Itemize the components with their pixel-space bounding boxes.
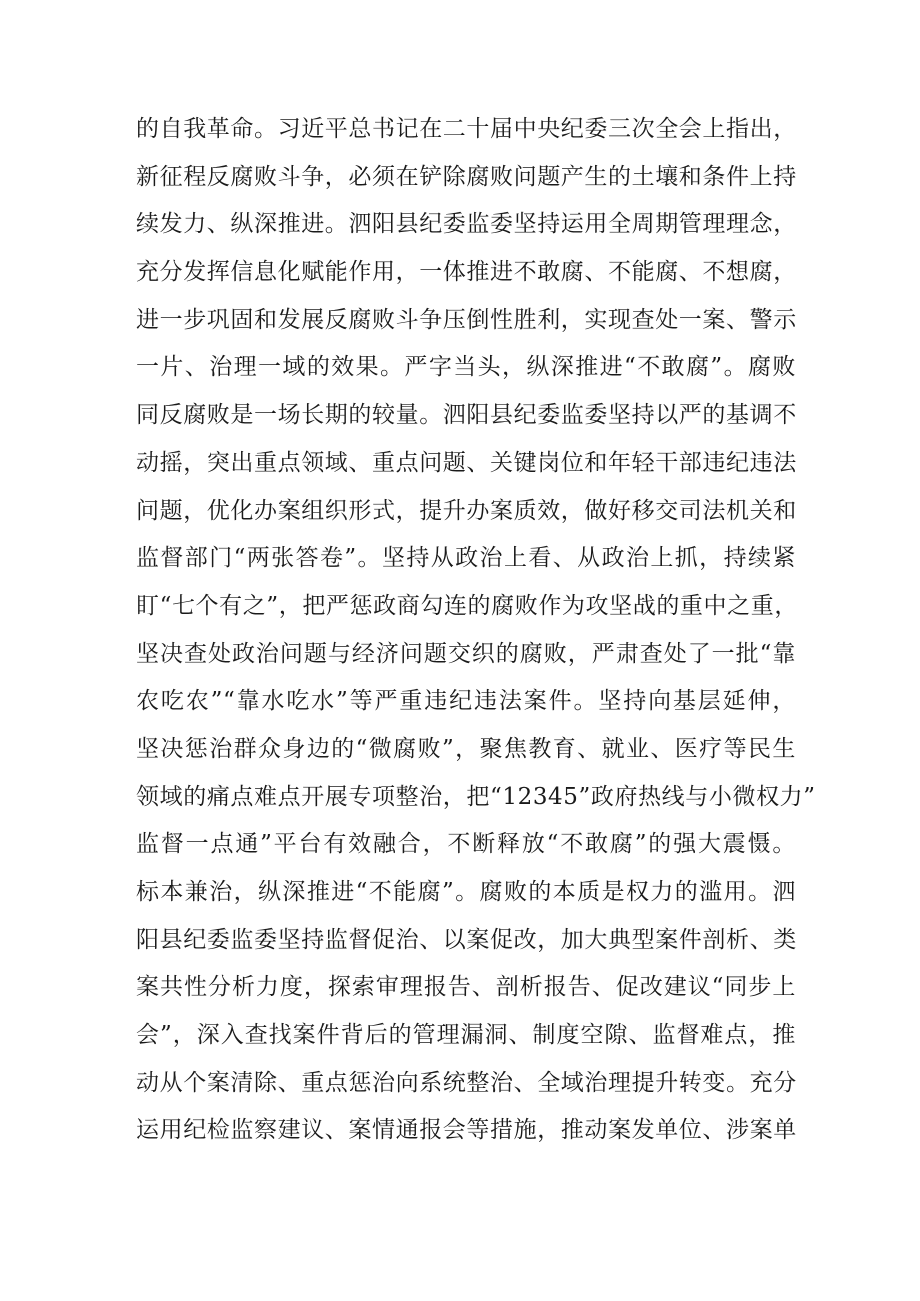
text-line: 案共性分析力度，探索审理报告、剖析报告、促改建议“同步上 <box>136 974 796 1001</box>
text-line: 盯“七个有之”，把严惩政商勾连的腐败作为攻坚战的重中之重， <box>136 592 798 619</box>
body-paragraph <box>136 106 816 1155</box>
text-line: 领域的痛点难点开展专项整治，把“12345”政府热线与小微权力” <box>136 783 816 810</box>
text-line: 监督部门“两张答卷”。坚持从政治上看、从政治上抓，持续紧 <box>136 545 796 572</box>
text-line: 同反腐败是一场长期的较量。泗阳县纪委监委坚持以严的基调不 <box>136 402 797 429</box>
text-line: 阳县纪委监委坚持监督促治、以案促改，加大典型案件剖析、类 <box>136 926 797 953</box>
text-line: 进一步巩固和发展反腐败斗争压倒性胜利，实现查处一案、警示 <box>136 306 797 333</box>
text-line: 运用纪检监察建议、案情通报会等措施，推动案发单位、涉案单 <box>136 1117 797 1144</box>
text-line: 续发力、纵深推进。泗阳县纪委监委坚持运用全周期管理理念， <box>136 211 797 238</box>
text-line: 一片、治理一域的效果。严字当头，纵深推进“不敢腐”。腐败 <box>136 354 796 381</box>
text-line: 新征程反腐败斗争，必须在铲除腐败问题产生的土壤和条件上持 <box>136 163 797 190</box>
text-line: 充分发挥信息化赋能作用，一体推进不敢腐、不能腐、不想腐， <box>136 259 797 286</box>
text-line: 会”，深入查找案件背后的管理漏洞、制度空隙、监督难点，推 <box>136 1022 796 1049</box>
text-line: 的自我革命。习近平总书记在二十届中央纪委三次全会上指出， <box>136 116 797 142</box>
text-line: 监督一点通”平台有效融合，不断释放“不敢腐”的强大震慑。 <box>136 831 796 858</box>
text-line: 农吃农”“靠水吃水”等严重违纪违法案件。坚持向基层延伸， <box>136 688 796 715</box>
text-line: 动从个案清除、重点惩治向系统整治、全域治理提升转变。充分 <box>136 1069 797 1096</box>
text-line: 坚决查处政治问题与经济问题交织的腐败，严肃查处了一批“靠 <box>136 640 796 667</box>
text-line: 坚决惩治群众身边的“微腐败”，聚焦教育、就业、医疗等民生 <box>136 735 796 762</box>
text-line: 标本兼治，纵深推进“不能腐”。腐败的本质是权力的滥用。泗 <box>136 879 796 905</box>
text-line: 问题，优化办案组织形式，提升办案质效，做好移交司法机关和 <box>136 497 797 524</box>
text-line: 动摇，突出重点领域、重点问题、关键岗位和年轻干部违纪违法 <box>136 449 797 476</box>
